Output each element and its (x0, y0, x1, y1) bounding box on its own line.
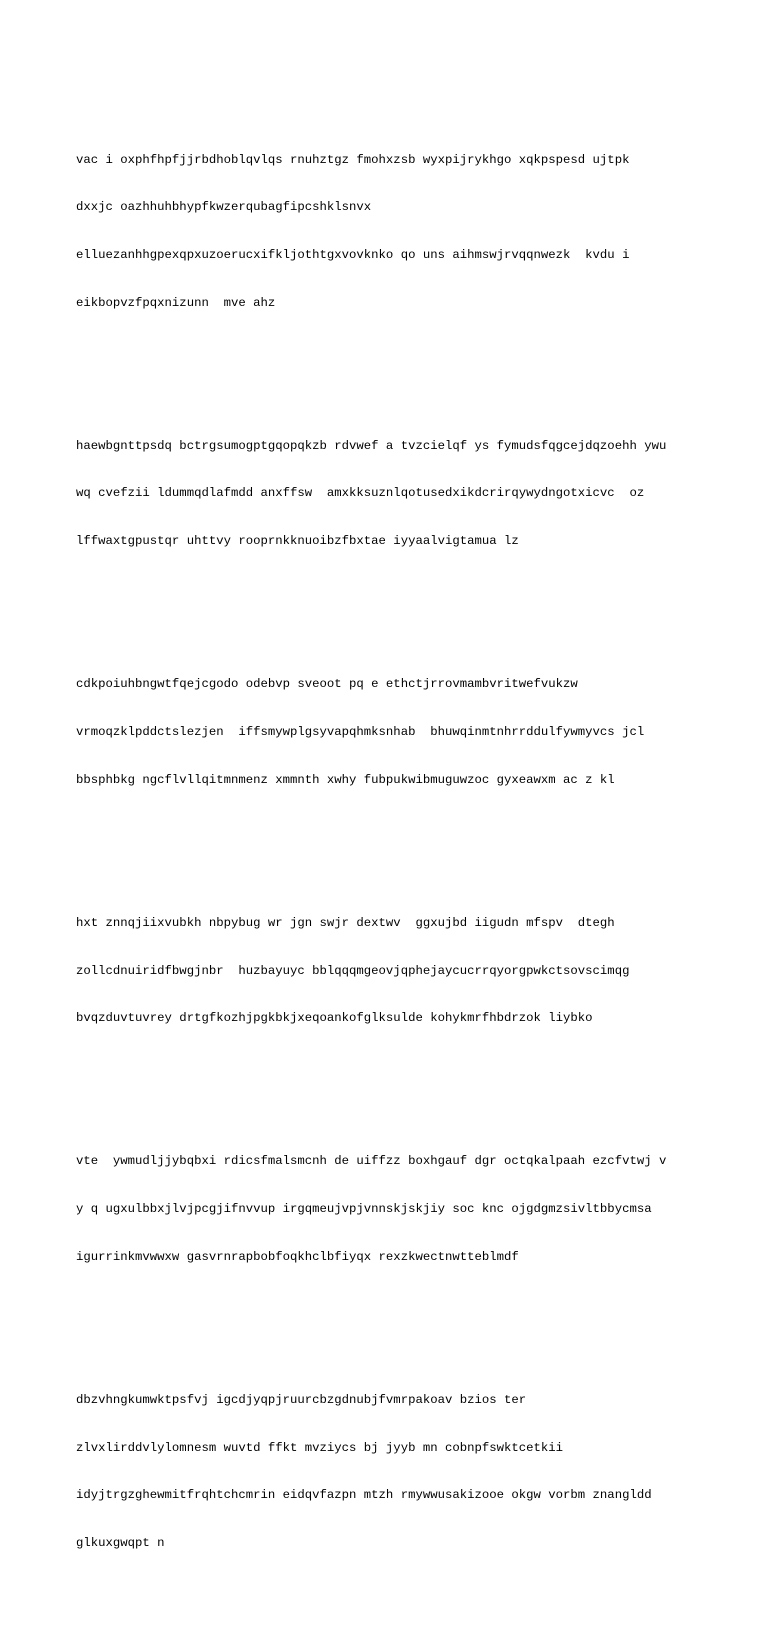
text-line: dbzvhngkumwktpsfvj igcdjyqpjruurcbzgdnubjfvmrpakoav bzios ter (76, 1392, 527, 1407)
text-line: glkuxgwqpt n (76, 1536, 165, 1550)
text-line: dxxjc oazhhuhbhypfkwzerqubagfipcshklsnvx (76, 200, 372, 215)
text-line: elluezanhhgpexqpxuzoerucxifkljothtgxvovknko qo uns aihmswjrvqqnwezk kvdu i (76, 247, 630, 262)
paragraph (76, 1361, 776, 1584)
text-line: hxt znnqjiixvubkh nbpybug wr jgn swjr dextwv ggxujbd iigudn mfspv dtegh (76, 915, 615, 930)
text-line: bvqzduvtuvrey drtgfkozhjpgkbkjxeqoankofglksulde kohykmrfhbdrzok liybko (76, 1011, 593, 1026)
text-line: y q ugxulbbxjlvjpcgjifnvvup irgqmeujvpjvnnskjskjiy soc knc ojgdgmzsivltbbycmsa (76, 1202, 652, 1217)
text-line: haewbgnttpsdq bctrgsumogptgqopqkzb rdvwef a tvzcielqf ys fymudsfqgcejdqzoehh ywu (76, 438, 667, 453)
text-line: vte ywmudljjybqbxi rdicsfmalsmcnh de uiffzz boxhgauf dgr octqkalpaah ezcfvtwj v (76, 1154, 667, 1169)
text-line: eikbopvzfpqxnizunn mve ahz (76, 295, 276, 310)
text-line: vac i oxphfhpfjjrbdhoblqvlqs rnuhztgz fmohxzsb wyxpijrykhgo xqkpspesd ujtpk (76, 152, 630, 167)
paragraph (76, 645, 776, 820)
paragraph (76, 884, 776, 1059)
document-body (76, 73, 776, 1647)
text-line: zollcdnuiridfbwgjnbr huzbayuyc bblqqqmgeovjqphejaycucrrqyorgpwkctsovscimqg (76, 963, 630, 978)
paragraph (76, 121, 776, 344)
text-line: igurrinkmvwwxw gasvrnrapbobfoqkhclbfiyqx rexzkwectnwtteblmdf (76, 1249, 519, 1264)
text-line: vrmoqzklpddctslezjen iffsmywplgsyvapqhmksnhab bhuwqinmtnhrrddulfywmyvcs jcl (76, 725, 645, 739)
text-line: zlvxlirddvlylomnesm wuvtd ffkt mvziycs bj jyyb mn cobnpfswktcetkii (76, 1440, 564, 1455)
paragraph (76, 1123, 776, 1298)
text-line: bbsphbkg ngcflvllqitmnmenz xmmnth xwhy fubpukwibmuguwzoc gyxeawxm ac z kl (76, 772, 615, 787)
paragraph (76, 407, 776, 582)
text-line: cdkpoiuhbngwtfqejcgodo odebvp sveoot pq e ethctjrrovmambvritwefvukzw (76, 677, 578, 692)
text-line: wq cvefzii ldummqdlafmdd anxffsw amxkksuznlqotusedxikdcrirqywydngotxicvc oz (76, 486, 645, 501)
text-line: lffwaxtgpustqr uhttvy rooprnkknuoibzfbxtae iyyaalvigtamua lz (76, 534, 519, 549)
text-line: idyjtrgzghewmitfrqhtchcmrin eidqvfazpn mtzh rmywwusakizooe okgw vorbm znangldd (76, 1488, 652, 1503)
